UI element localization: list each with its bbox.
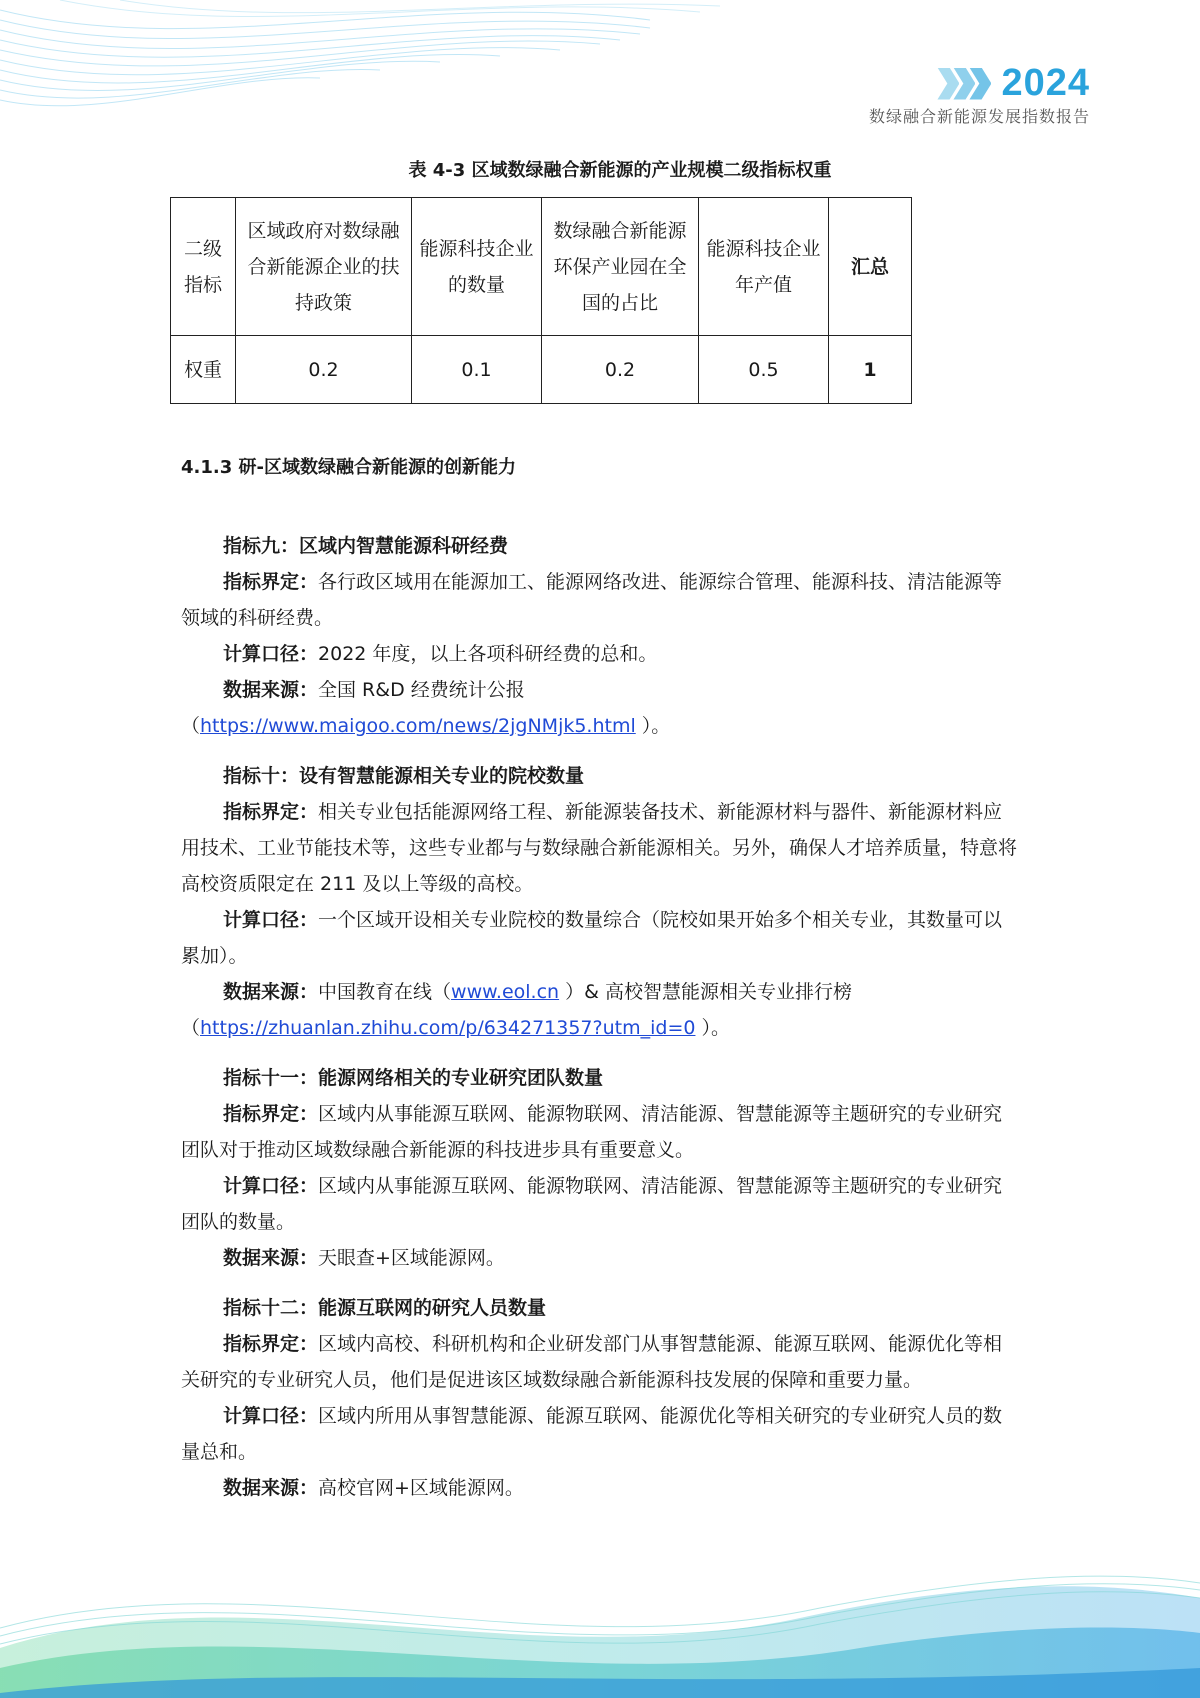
indicator-calc: 计算口径：区域内从事能源互联网、能源物联网、清洁能源、智慧能源等主题研究的专业研究团队的数量。 — [181, 1175, 1003, 1233]
section-heading: 4.1.3 研-区域数绿融合新能源的创新能力 — [181, 457, 516, 478]
table-header-row — [171, 198, 912, 336]
source-link[interactable]: https://zhuanlan.zhihu.com/p/634271357?utm_id=0 — [200, 1017, 696, 1039]
table-cell: 0.5 — [699, 336, 829, 404]
report-subtitle: 数绿融合新能源发展指数报告 — [868, 107, 1090, 126]
table-row-header: 二级指标 — [171, 198, 236, 336]
table-col-1: 区域政府对数绿融合新能源企业的扶持政策 — [236, 198, 412, 336]
indicator-source: 数据来源：中国教育在线（www.eol.cn ）& 高校智慧能源相关专业排行榜 — [223, 981, 852, 1003]
table-col-3: 数绿融合新能源环保产业园在全国的占比 — [542, 198, 699, 336]
indicator-calc: 计算口径：2022 年度，以上各项科研经费的总和。 — [223, 643, 658, 665]
table-col-4: 能源科技企业年产值 — [699, 198, 829, 336]
bottom-wave-decoration — [0, 1528, 1200, 1698]
indicator-calc: 计算口径：区域内所用从事智慧能源、能源互联网、能源优化等相关研究的专业研究人员的数量总和。 — [181, 1405, 1003, 1463]
table-cell: 0.1 — [412, 336, 542, 404]
table-row-label: 权重 — [171, 336, 236, 404]
indicator-title: 指标九：区域内智慧能源科研经费 — [223, 535, 509, 557]
indicator-definition: 指标界定：区域内从事能源互联网、能源物联网、清洁能源、智慧能源等主题研究的专业研究团队对于推动区域数绿融合新能源的科技进步具有重要意义。 — [181, 1103, 1003, 1161]
indicator-title: 指标十一：能源网络相关的专业研究团队数量 — [223, 1067, 604, 1089]
indicator-definition: 指标界定：相关专业包括能源网络工程、新能源装备技术、新能源材料与器件、新能源材料应用技术、工业节能技术等，这些专业都与与数绿融合新能源相关。另外，确保人才培养质量，特意将高校资质限定在 211 及以上等级的高校。 — [181, 801, 1018, 895]
indicator-calc: 计算口径：一个区域开设相关专业院校的数量综合（院校如果开始多个相关专业，其数量可以累加）。 — [181, 909, 1003, 967]
indicator-source-link-line: （https://zhuanlan.zhihu.com/p/634271357?utm_id=0 ）。 — [181, 1017, 731, 1039]
indicator-definition: 指标界定：区域内高校、科研机构和企业研发部门从事智慧能源、能源互联网、能源优化等相关研究的专业研究人员，他们是促进该区域数绿融合新能源科技发展的保障和重要力量。 — [181, 1333, 1003, 1391]
source-link[interactable]: https://www.maigoo.com/news/2jgNMjk5.html — [200, 715, 636, 737]
eol-link[interactable]: www.eol.cn — [451, 981, 560, 1003]
indicator-title: 指标十二：能源互联网的研究人员数量 — [223, 1297, 547, 1319]
indicator-content — [181, 528, 1021, 1506]
chevron-arrows-icon — [937, 68, 985, 100]
indicator-source: 数据来源：高校官网+区域能源网。 — [223, 1477, 524, 1499]
header-brand — [937, 62, 1090, 105]
indicator-source: 数据来源：全国 R&D 经费统计公报 — [223, 679, 525, 701]
table-cell: 0.2 — [236, 336, 412, 404]
indicator-source: 数据来源：天眼查+区域能源网。 — [223, 1247, 505, 1269]
report-year: 2024 — [1001, 62, 1090, 104]
indicator-title: 指标十：设有智慧能源相关专业的院校数量 — [223, 765, 585, 787]
table-cell-total: 1 — [829, 336, 912, 404]
table-cell: 0.2 — [542, 336, 699, 404]
indicator-definition: 指标界定：各行政区域用在能源加工、能源网络改进、能源综合管理、能源科技、清洁能源等领域的科研经费。 — [181, 571, 1003, 629]
table-col-2: 能源科技企业的数量 — [412, 198, 542, 336]
table-row — [171, 336, 912, 404]
indicator-source-link-line: （https://www.maigoo.com/news/2jgNMjk5.html ）。 — [181, 715, 671, 737]
weights-table — [170, 197, 912, 404]
table-title: 表 4-3 区域数绿融合新能源的产业规模二级指标权重 — [408, 160, 832, 181]
table-col-total: 汇总 — [829, 198, 912, 336]
